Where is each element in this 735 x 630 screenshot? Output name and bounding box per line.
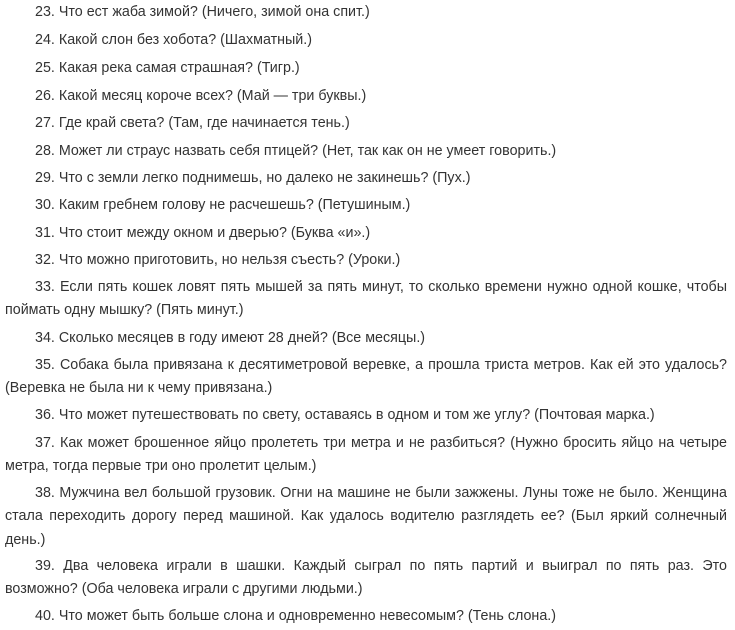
item-number: 33. (35, 279, 55, 295)
list-item (5, 404, 727, 427)
item-text: Где край света? (Там, где начинается тень.) (58, 115, 350, 131)
item-number: 26. (35, 88, 55, 104)
item-number: 39. (35, 558, 55, 574)
list-item (5, 249, 727, 272)
list-item (5, 222, 727, 245)
item-text: Собака была привязана к десятиметровой веревке, а прошла триста метров. Как ей это удалось? (Веревка не была ни к чему привязана.) (5, 357, 727, 397)
item-text: Что может путешествовать по свету, оставаясь в одном и том же углу? (Почтовая марка.) (58, 407, 655, 423)
item-number: 24. (35, 32, 55, 48)
item-text: Может ли страус назвать себя птицей? (Нет, так как он не умеет говорить.) (58, 143, 557, 159)
list-item (5, 29, 727, 52)
list-item (5, 1, 727, 24)
item-text: Каким гребнем голову не расчешешь? (Петушиным.) (58, 197, 411, 213)
item-text: Что можно приготовить, но нельзя съесть? (Уроки.) (58, 252, 401, 268)
item-number: 40. (35, 608, 55, 624)
item-text: Два человека играли в шашки. Каждый сыграл по пять партий и выиграл по пять раз. Это возможно? (Оба человека играли с другими людьми.) (5, 558, 727, 598)
item-number: 31. (35, 225, 55, 241)
list-item (5, 57, 727, 80)
item-number: 30. (35, 197, 55, 213)
item-text: Если пять кошек ловят пять мышей за пять минут, то сколько времени нужно одной кошке, чтобы поймать одну мышку? (Пять минут.) (5, 279, 727, 319)
list-item (5, 327, 727, 350)
item-text: Мужчина вел большой грузовик. Огни на машине не были зажжены. Луны тоже не было. Женщина стала переходить дорогу перед машиной. Как удалось водителю разглядеть ее? (Был яркий солнечный день.) (5, 485, 727, 548)
item-number: 35. (35, 357, 55, 373)
list-item (5, 276, 727, 323)
item-text: Как может брошенное яйцо пролететь три метра и не разбиться? (Нужно бросить яйцо на четыре метра, тогда первые три оно пролетит целым.) (5, 435, 727, 475)
item-number: 25. (35, 60, 55, 76)
item-number: 32. (35, 252, 55, 268)
list-item (5, 167, 727, 190)
list-item (5, 194, 727, 217)
list-item (5, 354, 727, 401)
item-number: 38. (35, 485, 55, 501)
item-text: Что ест жаба зимой? (Ничего, зимой она спит.) (58, 4, 370, 20)
list-item (5, 140, 727, 163)
list-item (5, 605, 727, 628)
item-number: 36. (35, 407, 55, 423)
list-item (5, 555, 727, 602)
list-item (5, 482, 727, 552)
item-text: Какой месяц короче всех? (Май — три буквы.) (58, 88, 367, 104)
list-item (5, 85, 727, 108)
item-number: 27. (35, 115, 55, 131)
item-text: Какая река самая страшная? (Тигр.) (58, 60, 300, 76)
item-number: 23. (35, 4, 55, 20)
item-text: Сколько месяцев в году имеют 28 дней? (Все месяцы.) (58, 330, 426, 346)
item-number: 28. (35, 143, 55, 159)
item-text: Какой слон без хобота? (Шахматный.) (58, 32, 313, 48)
item-number: 34. (35, 330, 55, 346)
item-text: Что может быть больше слона и одновременно невесомым? (Тень слона.) (58, 608, 557, 624)
item-text: Что с земли легко поднимешь, но далеко не закинешь? (Пух.) (58, 170, 471, 186)
item-text: Что стоит между окном и дверью? (Буква «и».) (58, 225, 371, 241)
item-number: 37. (35, 435, 55, 451)
item-number: 29. (35, 170, 55, 186)
list-item (5, 432, 727, 479)
list-item (5, 112, 727, 135)
